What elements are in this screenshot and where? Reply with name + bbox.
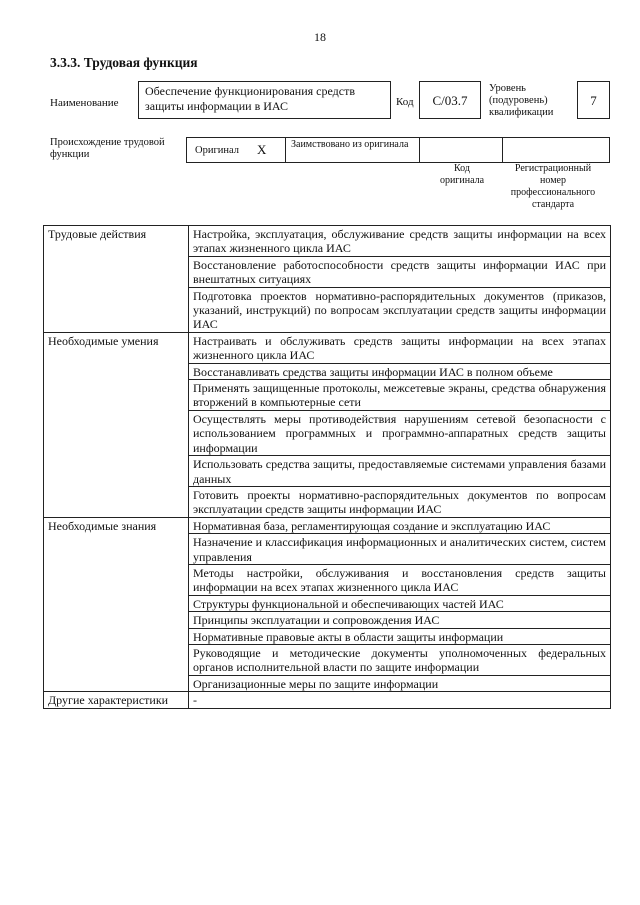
group-item: Подготовка проектов нормативно-распорядительных документов (приказов, указаний, инструкций) по вопросам эксплуатации средств защиты информации ИАС <box>189 287 611 332</box>
origin-reg-cell <box>502 137 610 163</box>
group-item: Готовить проекты нормативно-распорядительных документов по вопросам эксплуатации средств защиты информации ИАС <box>189 486 611 517</box>
group-title: Другие характеристики <box>44 692 189 708</box>
group-item: Нормативная база, регламентирующая создание и эксплуатацию ИАС <box>189 517 611 533</box>
group-item: Методы настройки, обслуживания и восстановления средств защиты информации на всех этапах жизненного цикла ИАС <box>189 564 611 595</box>
origin-borrowed-cell <box>285 137 420 163</box>
group-item: Использовать средства защиты, предоставляемые системами управления базами данных <box>189 456 611 487</box>
group-item: Настройка, эксплуатация, обслуживание средств защиты информации на всех этапах жизненного цикла ИАС <box>189 226 611 257</box>
table-row <box>44 692 611 708</box>
origin-code-cell <box>419 137 503 163</box>
group-title: Необходимые умения <box>44 332 189 517</box>
group-item: Принципы эксплуатации и сопровождения ИАС <box>189 612 611 628</box>
group-title: Трудовые действия <box>44 226 189 333</box>
group-item: Применять защищенные протоколы, межсетевые экраны, средства обнаружения вторжений в компьютерные сети <box>189 380 611 411</box>
caption-code: Код оригинала <box>439 163 485 186</box>
name-label: Наименование <box>50 97 119 109</box>
group-item: Организационные меры по защите информации <box>189 675 611 691</box>
origin-label: Происхождение трудовой функции <box>50 137 165 160</box>
code-value: С/03.7 <box>432 93 468 108</box>
level-value: 7 <box>590 93 597 108</box>
origin-row <box>186 137 610 163</box>
group-item: Структуры функциональной и обеспечивающих частей ИАС <box>189 595 611 611</box>
table-row <box>44 332 611 363</box>
caption-reg: Регистрационный номер профессионального стандарта <box>510 163 596 210</box>
origin-mark: X <box>257 142 267 157</box>
origin-original-cell <box>186 137 286 163</box>
origin-borrowed-text: Заимствовано из оригинала <box>291 139 409 150</box>
group-item: Восстановление работоспособности средств защиты информации ИАС при внештатных ситуациях <box>189 256 611 287</box>
function-table <box>43 225 611 709</box>
code-label: Код <box>396 96 414 108</box>
function-table-body <box>44 226 611 709</box>
function-name: Обеспечение функционирования средств защиты информации в ИАС <box>145 84 355 113</box>
group-item: Осуществлять меры противодействия нарушениям сетевой безопасности с использованием программных и программно-аппаратных средств защиты информации <box>189 410 611 455</box>
function-name-box <box>138 81 391 119</box>
page-number: 18 <box>314 30 326 44</box>
table-row <box>44 517 611 533</box>
level-box <box>577 81 610 119</box>
group-item: Руководящие и методические документы уполномоченных федеральных органов исполнительной власти по защите информации <box>189 644 611 675</box>
origin-original-text: Оригинал <box>195 145 239 156</box>
code-box <box>419 81 481 119</box>
section-heading: 3.3.3. Трудовая функция <box>50 55 198 70</box>
group-item: Настраивать и обслуживать средств защиты информации на всех этапах жизненного цикла ИАС <box>189 332 611 363</box>
group-item: Нормативные правовые акты в области защиты информации <box>189 628 611 644</box>
group-item: Назначение и классификация информационных и аналитических систем, систем управления <box>189 534 611 565</box>
group-title: Необходимые знания <box>44 517 189 691</box>
table-row <box>44 226 611 257</box>
level-label: Уровень (подуровень) квалификации <box>489 83 554 118</box>
group-item: Восстанавливать средства защиты информации ИАС в полном объеме <box>189 363 611 379</box>
group-item: - <box>189 692 611 708</box>
